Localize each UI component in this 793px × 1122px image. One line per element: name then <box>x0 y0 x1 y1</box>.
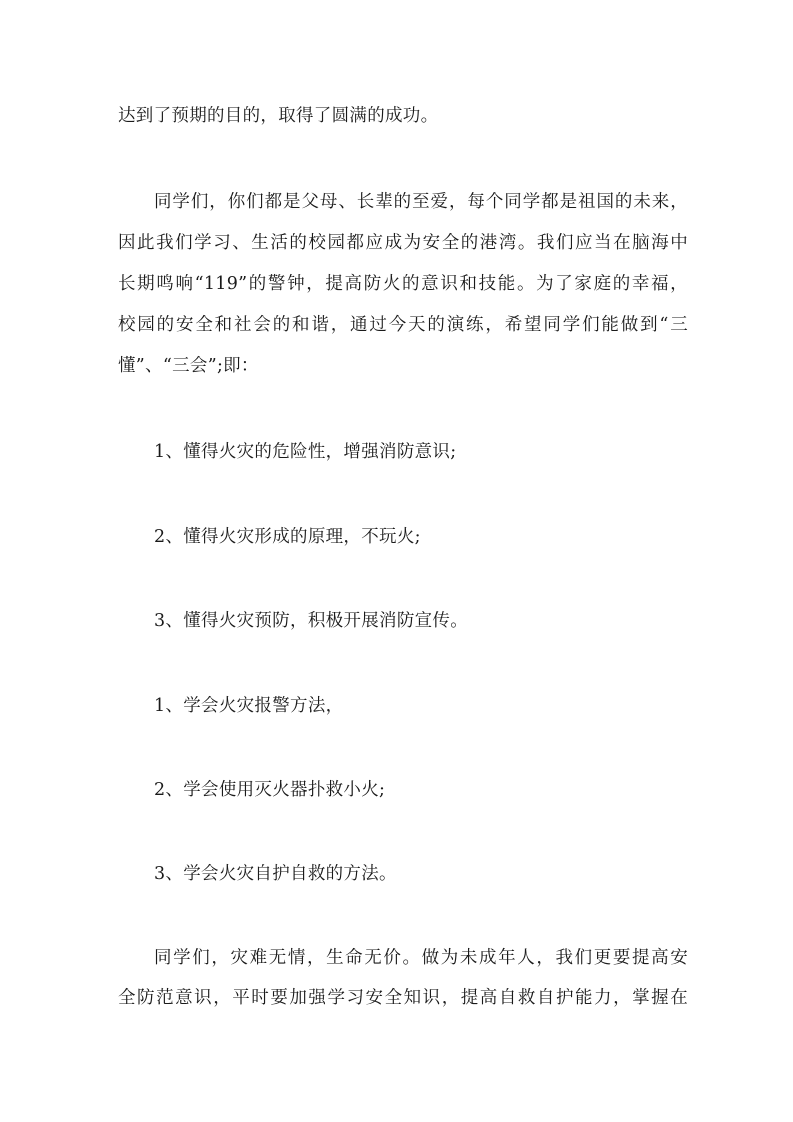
list-item: 1、学会火灾报警方法， <box>154 696 344 716</box>
paragraph-line: 校园的安全和社会的和谐，通过今天的演练，希望同学们能做到“三 <box>118 315 688 335</box>
list-item: 3、懂得火灾预防，积极开展消防宣传。 <box>154 611 469 631</box>
paragraph-line: 同学们，你们都是父母、长辈的至爱，每个同学都是祖国的未来， <box>154 192 688 212</box>
paragraph-line: 同学们，灾难无情，生命无价。做为未成年人，我们更要提高安 <box>154 948 688 968</box>
list-item: 2、懂得火灾形成的原理，不玩火; <box>154 527 421 547</box>
paragraph-line: 因此我们学习、生活的校园都应成为安全的港湾。我们应当在脑海中 <box>118 233 688 253</box>
list-item: 1、懂得火灾的危险性，增强消防意识; <box>154 442 457 462</box>
paragraph-line: 懂”、“三会”;即： <box>118 356 259 376</box>
list-item: 2、学会使用灭火器扑救小火; <box>154 780 386 800</box>
paragraph-line: 全防范意识，平时要加强学习安全知识，提高自救自护能力，掌握在 <box>118 988 688 1008</box>
paragraph-line: 达到了预期的目的，取得了圆满的成功。 <box>118 106 439 126</box>
paragraph-line: 长期鸣响“119”的警钟，提高防火的意识和技能。为了家庭的幸福， <box>118 274 688 294</box>
list-item: 3、学会火灾自护自救的方法。 <box>154 864 397 884</box>
